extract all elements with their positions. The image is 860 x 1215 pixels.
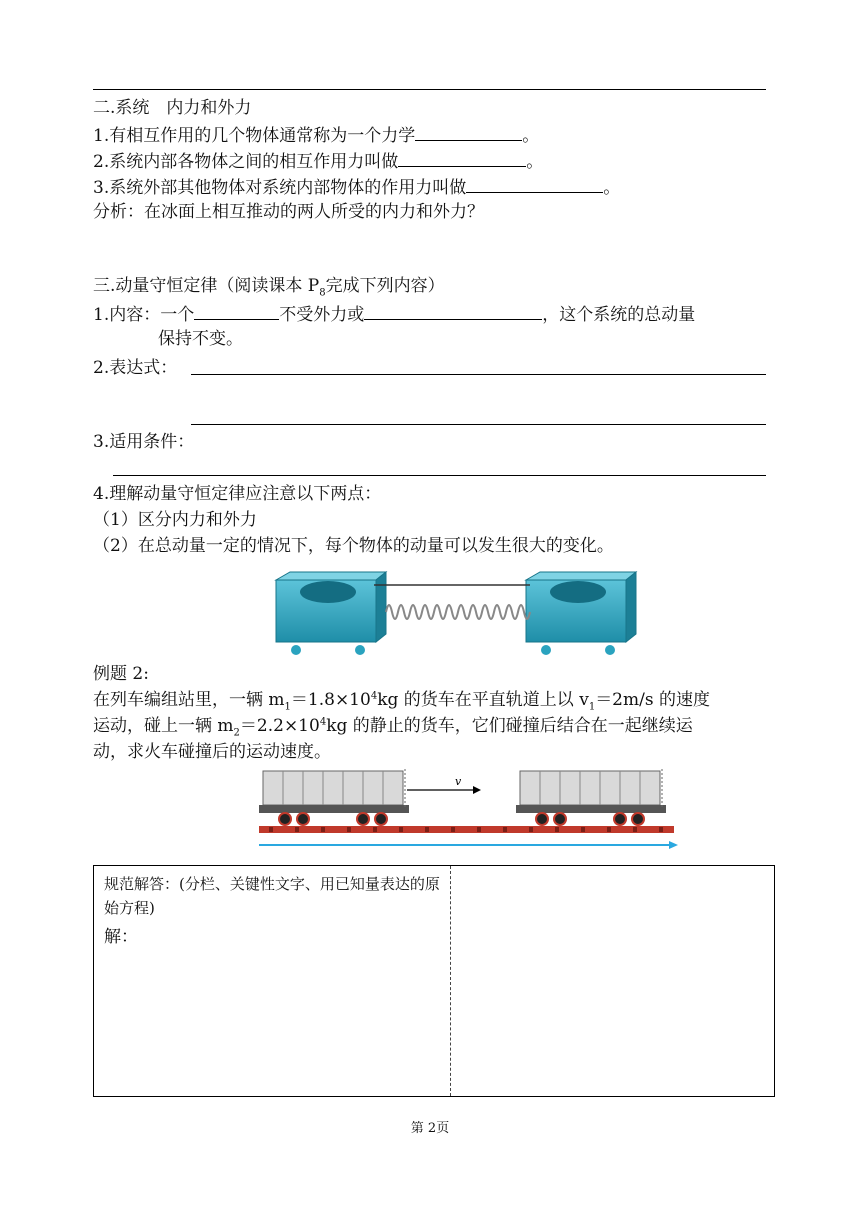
section3-heading: 三.动量守恒定律（阅读课本 $P_8$完成下列内容） [93,276,445,299]
section3-content: 1.内容：一个 不受外力或 ，这个系统的总动量 [93,301,695,327]
section2-heading: 二.系统 内力和外力 [93,98,252,118]
answer-blank[interactable] [194,301,279,320]
section3-understand: 4.理解动量守恒定律应注意以下两点： [93,484,382,504]
velocity-label: v [455,775,462,788]
answer-blank[interactable] [415,122,522,141]
freight-car-right [516,769,666,825]
answer-blank[interactable] [466,174,603,193]
answer-blank[interactable] [364,301,542,320]
top-rule [93,89,766,90]
example-paragraph-1: 在列车编组站里，一辆 $m_1=1.8\times 10^4kg$ 的货车在平直轨道上以 $v_1=2m/s$ 的速度 [93,690,710,713]
page-footer: 第 2页 [410,1121,450,1136]
section3-conditions: 3.适用条件： [93,432,195,452]
answer-jie-label: 解： [104,927,138,947]
example-paragraph-3: 动，求火车碰撞后的运动速度。 [93,742,331,762]
answer-table [93,865,775,1097]
section3-content-cont: 保持不变。 [158,329,243,349]
expression-line-1[interactable] [191,374,766,375]
train-cars-figure [255,765,680,853]
example-paragraph-2: 运动，碰上一辆 $m_2=2.2\times 10^4kg$ 的静止的货车，它们碰撞后结合在一起继续运 [93,716,693,739]
expression-line-2[interactable] [191,424,766,425]
section2-q2: 2.系统内部各物体之间的相互作用力叫做 。 [93,148,543,174]
section3-expression: 2.表达式： [93,358,178,378]
answer-column-divider [450,866,451,1096]
answer-blank[interactable] [398,148,526,167]
section2-analysis: 分析：在冰面上相互推动的两人所受的内力和外力？ [93,202,484,222]
section3-point2: （2）在总动量一定的情况下，每个物体的动量可以发生很大的变化。 [93,536,614,556]
section2-q1: 1.有相互作用的几个物体通常称为一个力学 。 [93,122,539,148]
section2-q3: 3.系统外部其他物体对系统内部物体的作用力叫做 。 [93,174,620,200]
example-title: 例题 2: [93,664,149,684]
answer-instruction: 规范解答：(分栏、关键性文字、用已知量表达的原始方程) [104,875,440,917]
spring-carts-figure [268,570,638,660]
freight-car-left [259,769,409,825]
section3-point1: （1）区分内力和外力 [93,510,257,530]
conditions-line[interactable] [113,475,766,476]
